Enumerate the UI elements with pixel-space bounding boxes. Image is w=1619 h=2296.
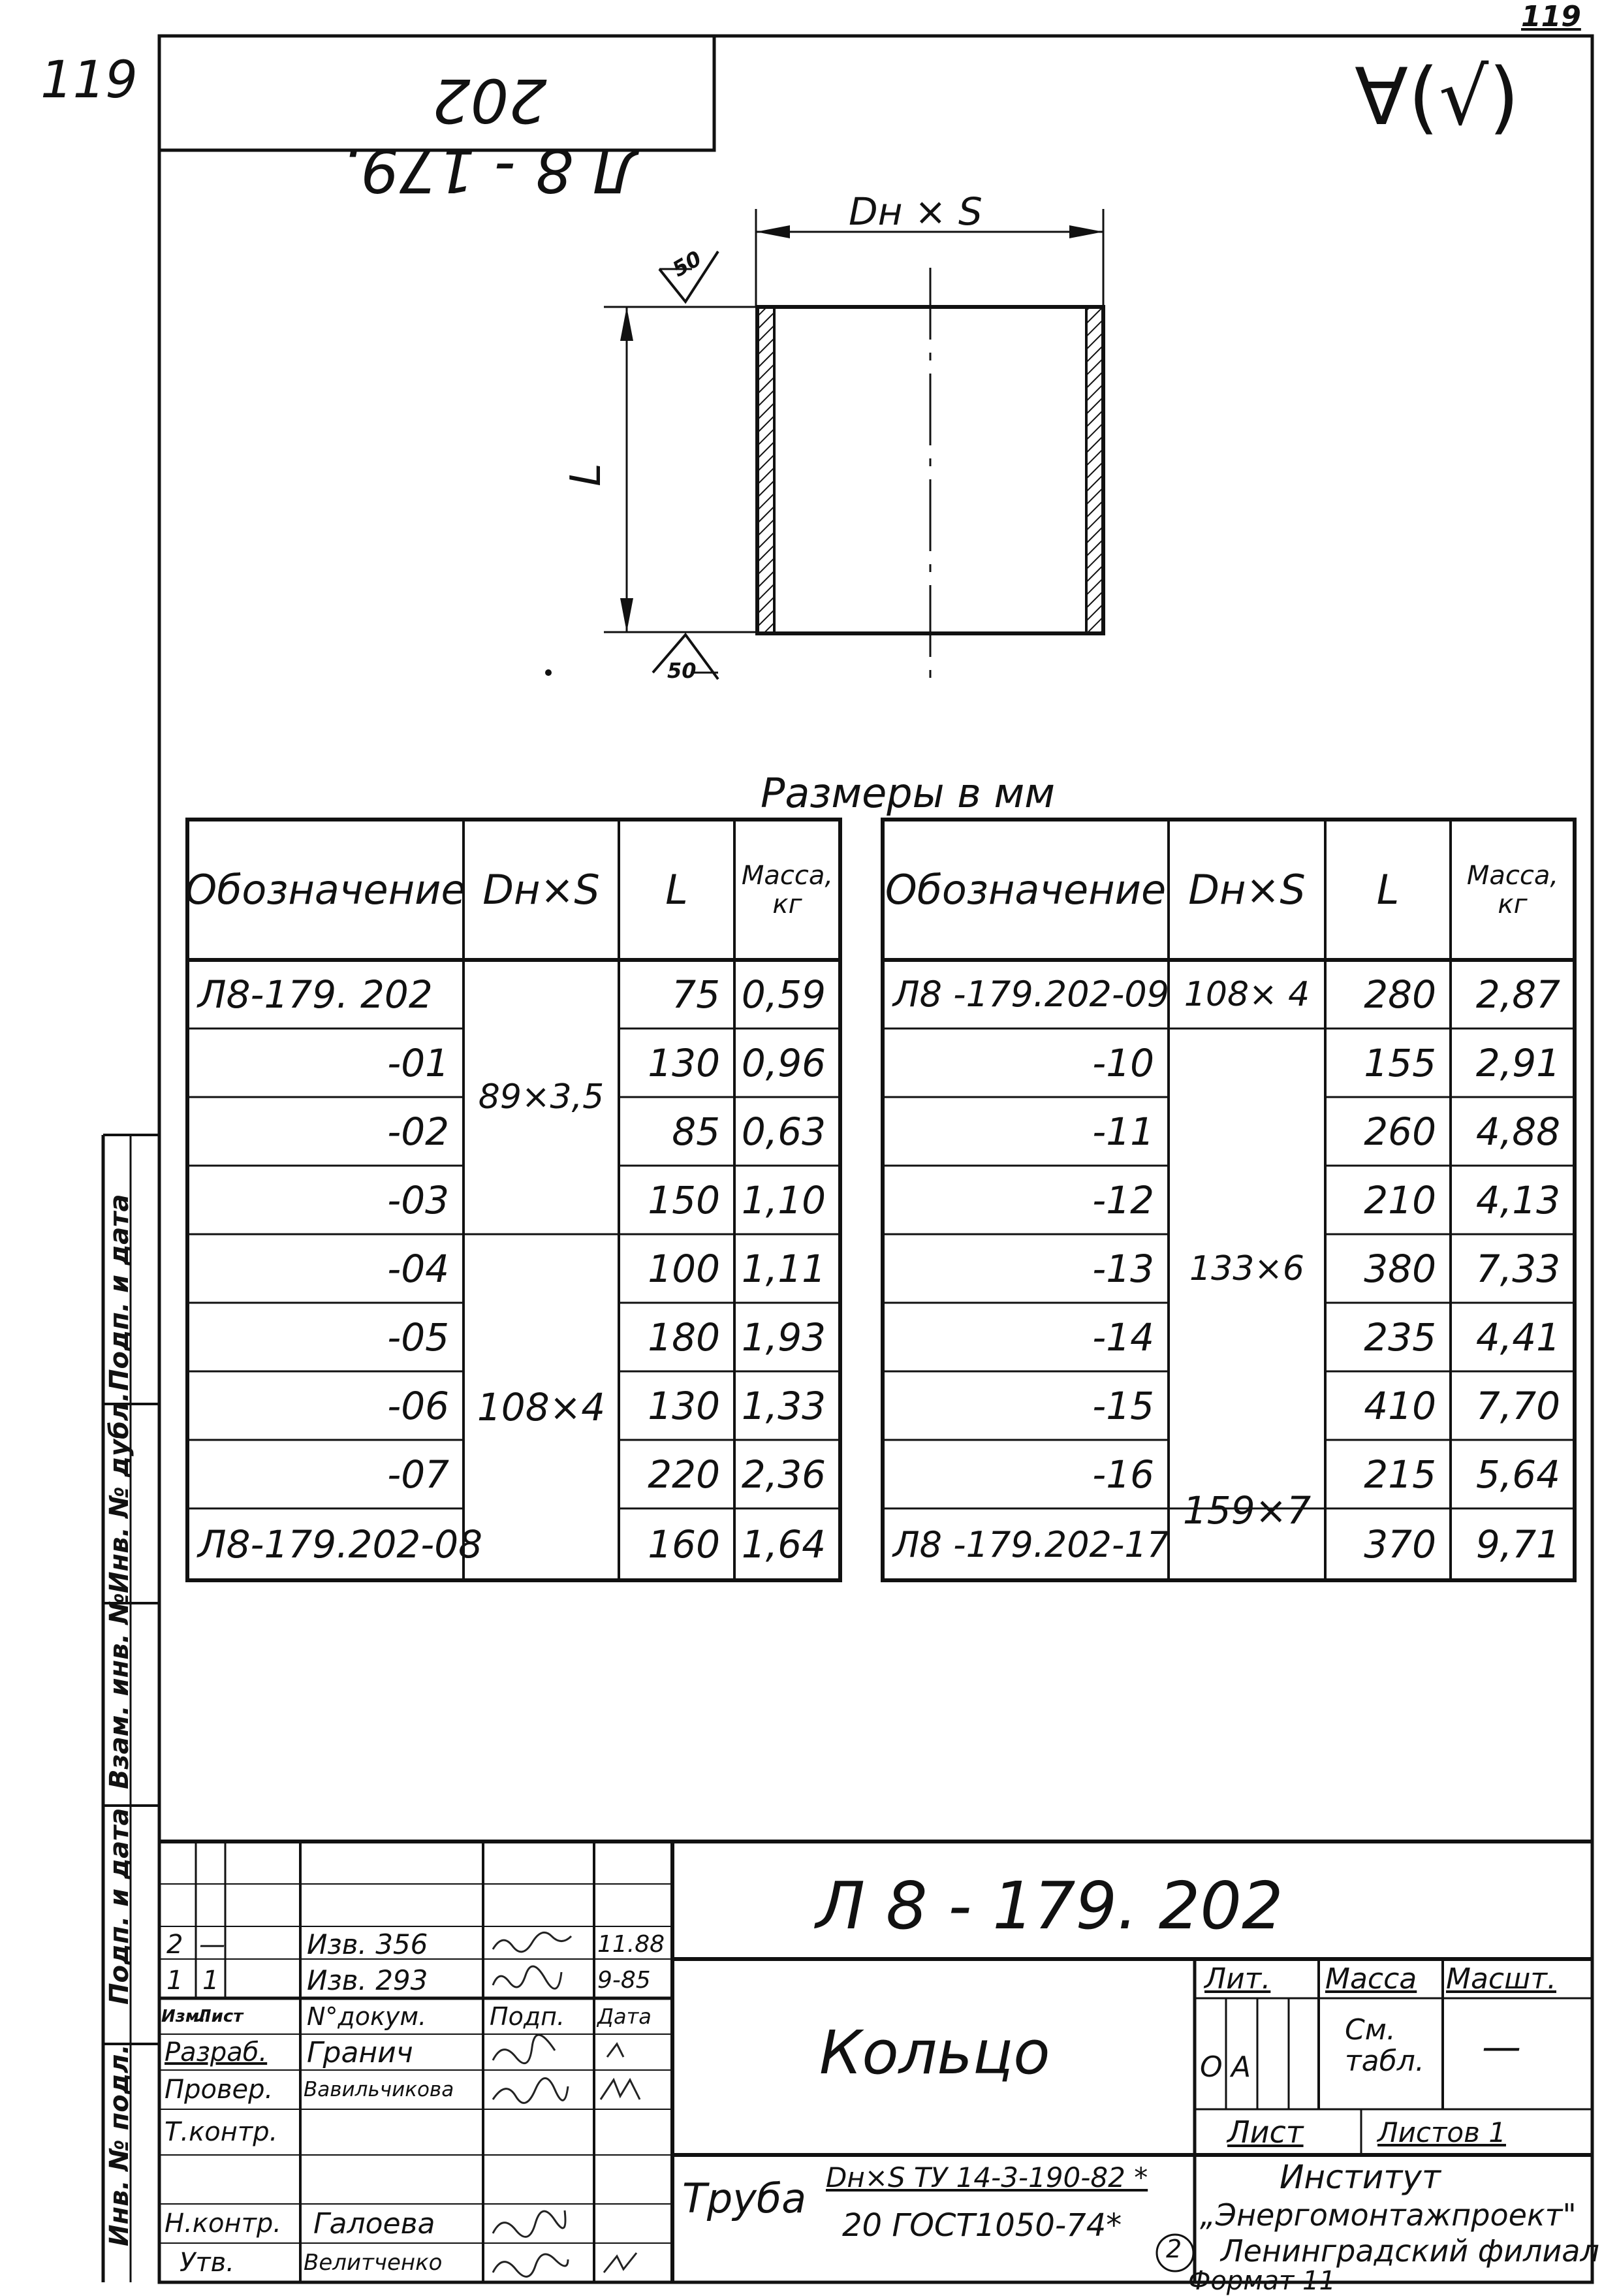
material-line-1: Dн×S ТУ 14-3-190-82 * — [826, 2161, 1148, 2193]
side-label-podp-data-2: Подп. и дата — [104, 1194, 134, 1391]
rev-header-izm: Изм. — [161, 2007, 206, 2026]
table-row-left-0-designation: Л8-179. 202 — [198, 972, 433, 1017]
table-row-right-8-length: 370 — [1364, 1522, 1436, 1567]
material-line-2: 20 ГОСТ1050-74* — [842, 2207, 1122, 2244]
table-row-left-6-mass: 1,33 — [741, 1383, 826, 1428]
rev-row-1-izm: 1 — [166, 1965, 183, 1996]
rev-row-0-doc: Изв. 356 — [307, 1928, 428, 1960]
table-row-left-8-length: 160 — [648, 1522, 720, 1567]
table-row-right-1-mass: 2,91 — [1475, 1040, 1560, 1085]
table-row-left-2-designation: -02 — [387, 1109, 449, 1154]
table-row-left-0-length: 75 — [672, 972, 720, 1017]
left-header-designation: Обозначение — [185, 866, 466, 914]
table-row-right-0-length: 280 — [1364, 972, 1436, 1017]
table-row-right-8-mass: 9,71 — [1475, 1522, 1560, 1567]
code-box-upside-down: Л 8 - 179. 202 — [341, 65, 638, 205]
table-row-right-1-length: 155 — [1364, 1040, 1436, 1085]
table-caption: Размеры в мм — [761, 769, 1056, 817]
sheet-label: Лист — [1227, 2114, 1304, 2150]
mass-label: Масса — [1325, 1962, 1417, 1996]
material-label: Труба — [682, 2175, 807, 2222]
table-row-right-1-designation: -10 — [1092, 1040, 1154, 1085]
table-row-left-8-mass: 1,64 — [741, 1522, 826, 1567]
left-header-length: L — [665, 866, 688, 914]
rev-row-1-doc: Изв. 293 — [307, 1964, 428, 1996]
table-row-left-4-length: 100 — [648, 1246, 720, 1291]
lit-value-a: А — [1231, 2050, 1251, 2084]
rev-row-1-list: 1 — [202, 1965, 219, 1996]
table-row-right-8-designation: Л8 -179.202-17 — [893, 1523, 1170, 1565]
rev-header-list: Лист — [197, 2007, 244, 2026]
table-row-left-7-designation: -07 — [387, 1452, 449, 1497]
dim-outer-diameter-label: Dн × S — [849, 189, 982, 234]
rev-row-0-list: — — [199, 1929, 225, 1960]
right-group-108x4: 108× 4 — [1184, 974, 1310, 1014]
table-row-right-2-designation: -11 — [1092, 1109, 1154, 1154]
rev-header-doc: N°докум. — [307, 2002, 427, 2031]
table-row-left-2-length: 85 — [672, 1109, 720, 1154]
table-row-left-1-designation: -01 — [387, 1040, 449, 1085]
material-circle-number: 2 — [1166, 2235, 1182, 2263]
right-header-designation: Обозначение — [885, 866, 1167, 914]
sheet-number-right: 119 — [1521, 0, 1581, 33]
table-row-right-0-designation: Л8 -179.202-09 — [893, 974, 1170, 1015]
rev-row-1-date: 9-85 — [597, 1967, 651, 1994]
person-razrab: Гранич — [307, 2035, 413, 2069]
left-header-dnxs: Dн×S — [482, 866, 600, 914]
right-group-159x7: 159×7 — [1182, 1488, 1312, 1533]
org-line-1: Институт — [1280, 2158, 1441, 2196]
table-row-right-3-length: 210 — [1364, 1177, 1436, 1222]
doc-code: Л 8 - 179. 202 — [816, 1868, 1283, 1944]
rev-row-0-date: 11.88 — [597, 1931, 665, 1958]
table-row-right-6-designation: -15 — [1092, 1383, 1154, 1428]
format-label: Формат 11 — [1188, 2266, 1336, 2296]
table-row-left-5-length: 180 — [648, 1315, 720, 1360]
table-row-left-1-mass: 0,96 — [741, 1040, 826, 1085]
part-name: Кольцо — [819, 2018, 1050, 2088]
table-row-left-7-length: 220 — [648, 1452, 720, 1497]
table-row-left-6-designation: -06 — [387, 1383, 449, 1428]
table-row-right-3-designation: -12 — [1092, 1177, 1154, 1222]
table-row-left-4-designation: -04 — [387, 1246, 449, 1291]
signatures — [0, 0, 672, 2282]
table-row-right-4-designation: -13 — [1092, 1246, 1154, 1291]
role-utv: Утв. — [180, 2248, 234, 2278]
right-header-dnxs: Dн×S — [1188, 866, 1306, 914]
table-row-left-3-mass: 1,10 — [741, 1177, 826, 1222]
right-header-length: L — [1376, 866, 1400, 914]
table-row-right-7-mass: 5,64 — [1475, 1452, 1560, 1497]
left-group-108x4: 108×4 — [477, 1385, 606, 1429]
sheet-number-left: 119 — [40, 51, 138, 110]
side-label-podp-data-1: Подп. и дата — [104, 1808, 134, 2005]
roughness-top-value: 50 — [668, 246, 706, 282]
table-row-left-3-designation: -03 — [387, 1177, 449, 1222]
left-header-mass: Масса, кг — [741, 860, 834, 919]
left-group-89x3-5: 89×3,5 — [478, 1077, 605, 1117]
table-row-right-2-mass: 4,88 — [1475, 1109, 1560, 1154]
dim-length-label: L — [561, 463, 610, 486]
table-row-right-2-length: 260 — [1364, 1109, 1436, 1154]
table-row-right-6-mass: 7,70 — [1475, 1383, 1560, 1428]
side-label-vzam-inv: Взам. инв. № — [104, 1593, 134, 1789]
sheets-label: Листов 1 — [1377, 2116, 1506, 2148]
org-line-3: Ленинградский филиал — [1221, 2233, 1599, 2269]
rev-row-0-izm: 2 — [166, 1929, 183, 1960]
table-row-left-0-mass: 0,59 — [741, 972, 826, 1017]
mass-value: См. табл. — [1345, 2013, 1424, 2079]
role-prover: Провер. — [165, 2075, 274, 2105]
table-row-right-4-length: 380 — [1364, 1246, 1436, 1291]
rev-header-sign: Подп. — [490, 2002, 565, 2031]
role-razrab: Разраб. — [165, 2037, 268, 2067]
roughness-general-mark: ∀(√) — [1355, 52, 1520, 143]
table-row-left-2-mass: 0,63 — [741, 1109, 826, 1154]
lit-value-o: О — [1200, 2050, 1223, 2084]
table-row-left-4-mass: 1,11 — [741, 1246, 826, 1291]
right-group-133x6: 133×6 — [1189, 1249, 1304, 1288]
table-row-right-7-length: 215 — [1364, 1452, 1436, 1497]
table-row-left-6-length: 130 — [648, 1383, 720, 1428]
role-tkontr: Т.контр. — [165, 2117, 278, 2147]
scale-label: Масшт. — [1446, 1962, 1556, 1996]
table-row-right-5-designation: -14 — [1092, 1315, 1154, 1360]
roughness-bottom-value: 50 — [667, 658, 697, 683]
right-header-mass: Масса, кг — [1466, 860, 1559, 919]
table-row-left-1-length: 130 — [648, 1040, 720, 1085]
table-row-left-7-mass: 2,36 — [741, 1452, 826, 1497]
role-nkontr: Н.контр. — [165, 2208, 281, 2239]
person-nkontr: Галоева — [313, 2207, 435, 2240]
side-label-inv-dubl: Инв. № дубл. — [104, 1392, 134, 1593]
person-utv: Велитченко — [304, 2250, 443, 2276]
table-row-right-7-designation: -16 — [1092, 1452, 1154, 1497]
table-row-left-8-designation: Л8-179.202-08 — [198, 1522, 483, 1567]
person-prover: Вавильчикова — [304, 2078, 454, 2101]
table-row-right-0-mass: 2,87 — [1475, 972, 1560, 1017]
rev-header-date: Дата — [597, 2004, 652, 2029]
lit-label: Лит. — [1204, 1962, 1271, 1996]
table-row-right-3-mass: 4,13 — [1475, 1177, 1560, 1222]
table-row-left-5-mass: 1,93 — [741, 1315, 826, 1360]
table-row-right-4-mass: 7,33 — [1475, 1246, 1560, 1291]
table-row-right-5-mass: 4,41 — [1475, 1315, 1560, 1360]
table-row-right-5-length: 235 — [1364, 1315, 1436, 1360]
side-label-inv-podl: Инв. № подл. — [104, 2044, 134, 2246]
scale-value: — — [1482, 2024, 1521, 2070]
table-row-left-3-length: 150 — [648, 1177, 720, 1222]
org-line-2: „Энергомонтажпроект" — [1200, 2197, 1577, 2233]
table-row-left-5-designation: -05 — [387, 1315, 449, 1360]
table-row-right-6-length: 410 — [1364, 1383, 1436, 1428]
